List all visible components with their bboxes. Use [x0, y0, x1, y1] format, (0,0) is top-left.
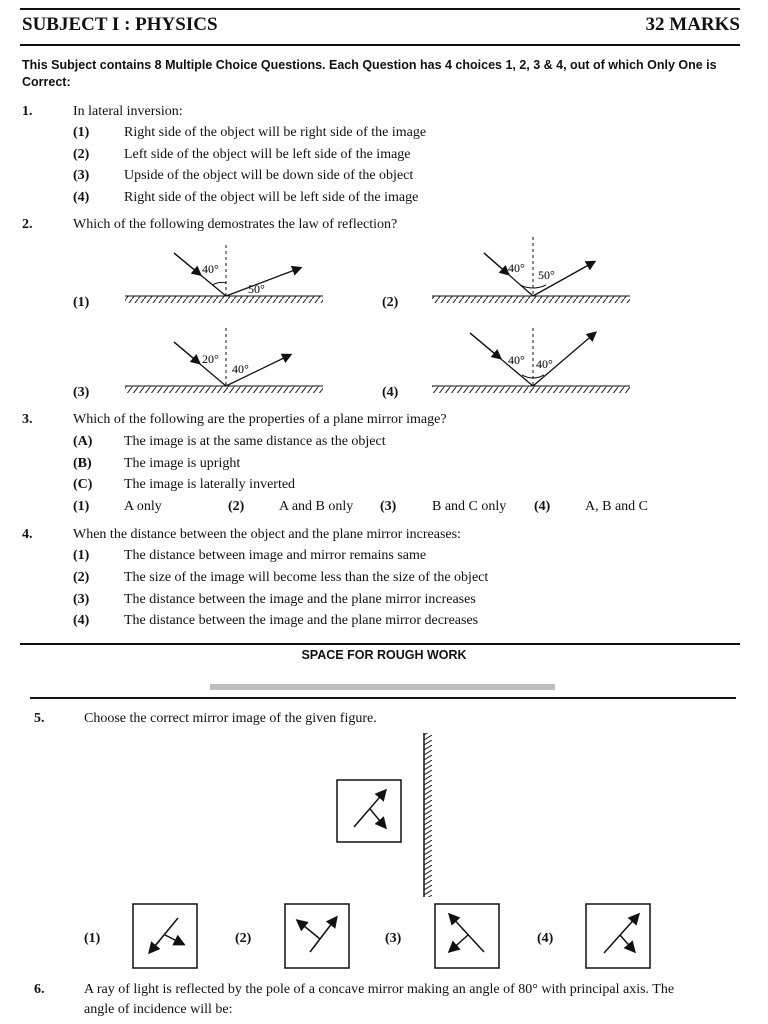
mirror-image-figure [0, 725, 768, 970]
reflection-diagram-4 [432, 328, 630, 393]
option-figure-3 [435, 904, 499, 968]
q4-option-text: The distance between image and mirror remains same [124, 548, 427, 563]
q1-number: 1. [22, 104, 33, 119]
q1-option-number: (2) [73, 147, 90, 162]
q3-option-number: (4) [534, 499, 551, 514]
given-figure [337, 780, 401, 842]
q3-option-number: (3) [380, 499, 397, 514]
q3-statement-text: The image is laterally inverted [124, 477, 296, 492]
q3-option-text: A, B and C [585, 499, 648, 514]
q1-option-number: (4) [73, 190, 90, 205]
q4-option-number: (1) [73, 548, 90, 563]
reflection-diagram-1 [125, 245, 323, 303]
q1-option-text: Right side of the object will be left side of the image [124, 190, 419, 205]
q3-option-text: A and B only [279, 499, 354, 514]
angle-label: 50° [248, 282, 265, 296]
q3-option-number: (2) [228, 499, 245, 514]
q4-option-number: (4) [73, 613, 90, 628]
angle-label: 40° [232, 362, 249, 376]
q3-statement-text: The image is upright [124, 456, 241, 471]
q5-number: 5. [34, 711, 45, 726]
q4-option-text: The distance between the image and the plane mirror decreases [124, 613, 479, 628]
vertical-mirror [424, 733, 432, 897]
q6-text-line1: A ray of light is reflected by the pole of a concave mirror making an angle of 80° with principal axis. The [84, 982, 675, 997]
reflection-diagram-2 [432, 237, 630, 303]
reflection-diagram-3 [125, 328, 323, 393]
q3-option-text: A only [124, 499, 162, 514]
subject-title: SUBJECT I : PHYSICS [22, 14, 218, 35]
q3-statement-label: (B) [73, 456, 92, 471]
q5-option-number: (2) [235, 931, 252, 946]
q3-text: Which of the following are the properties of a plane mirror image? [73, 412, 447, 427]
q6-text-line2: angle of incidence will be: [84, 1002, 233, 1017]
reflection-diagrams [0, 235, 768, 405]
top-rule [20, 8, 740, 10]
q3-number: 3. [22, 412, 33, 427]
q1-option-text: Upside of the object will be down side of the object [124, 168, 414, 183]
q4-number: 4. [22, 527, 33, 542]
q2-option-number: (1) [73, 295, 90, 310]
q6-number: 6. [34, 982, 45, 997]
angle-label: 50° [538, 268, 555, 282]
option-figure-1 [133, 904, 197, 968]
angle-label: 40° [508, 353, 525, 367]
q4-text: When the distance between the object and the plane mirror increases: [73, 527, 461, 542]
rough-work-rule [20, 643, 740, 645]
angle-label: 40° [202, 262, 219, 276]
marks-label: 32 MARKS [645, 14, 740, 35]
q1-option-text: Left side of the object will be left side of the image [124, 147, 411, 162]
q3-option-text: B and C only [432, 499, 507, 514]
angle-label: 40° [536, 357, 553, 371]
q2-option-number: (3) [73, 385, 90, 400]
q3-statement-text: The image is at the same distance as the object [124, 434, 386, 449]
q5-option-number: (3) [385, 931, 402, 946]
q5-option-number: (1) [84, 931, 101, 946]
q3-option-number: (1) [73, 499, 90, 514]
q2-number: 2. [22, 217, 33, 232]
rough-work-label: SPACE FOR ROUGH WORK [301, 648, 467, 662]
instructions: This Subject contains 8 Multiple Choice Questions. Each Question has 4 choices 1, 2, 3 & 4, out of which Only One is Correct: [22, 58, 717, 89]
q2-option-number: (2) [382, 295, 399, 310]
q3-statement-label: (C) [73, 477, 93, 492]
page-rule [30, 697, 736, 699]
angle-label: 40° [508, 261, 525, 275]
q4-option-number: (3) [73, 592, 90, 607]
header-rule [20, 44, 740, 46]
q5-option-number: (4) [537, 931, 554, 946]
q2-option-number: (4) [382, 385, 399, 400]
q1-option-number: (1) [73, 125, 90, 140]
q4-option-text: The distance between the image and the plane mirror increases [124, 592, 476, 607]
q4-option-number: (2) [73, 570, 90, 585]
option-figure-4 [586, 904, 650, 968]
option-figure-2 [285, 904, 349, 968]
q1-option-text: Right side of the object will be right side of the image [124, 125, 427, 140]
angle-label: 20° [202, 352, 219, 366]
page-header-remnant [210, 684, 555, 690]
q4-option-text: The size of the image will become less than the size of the object [124, 570, 489, 585]
q1-text: In lateral inversion: [73, 104, 183, 119]
q3-statement-label: (A) [73, 434, 93, 449]
q1-option-number: (3) [73, 168, 90, 183]
q2-text: Which of the following demostrates the law of reflection? [73, 217, 398, 232]
q5-text: Choose the correct mirror image of the given figure. [84, 711, 377, 726]
